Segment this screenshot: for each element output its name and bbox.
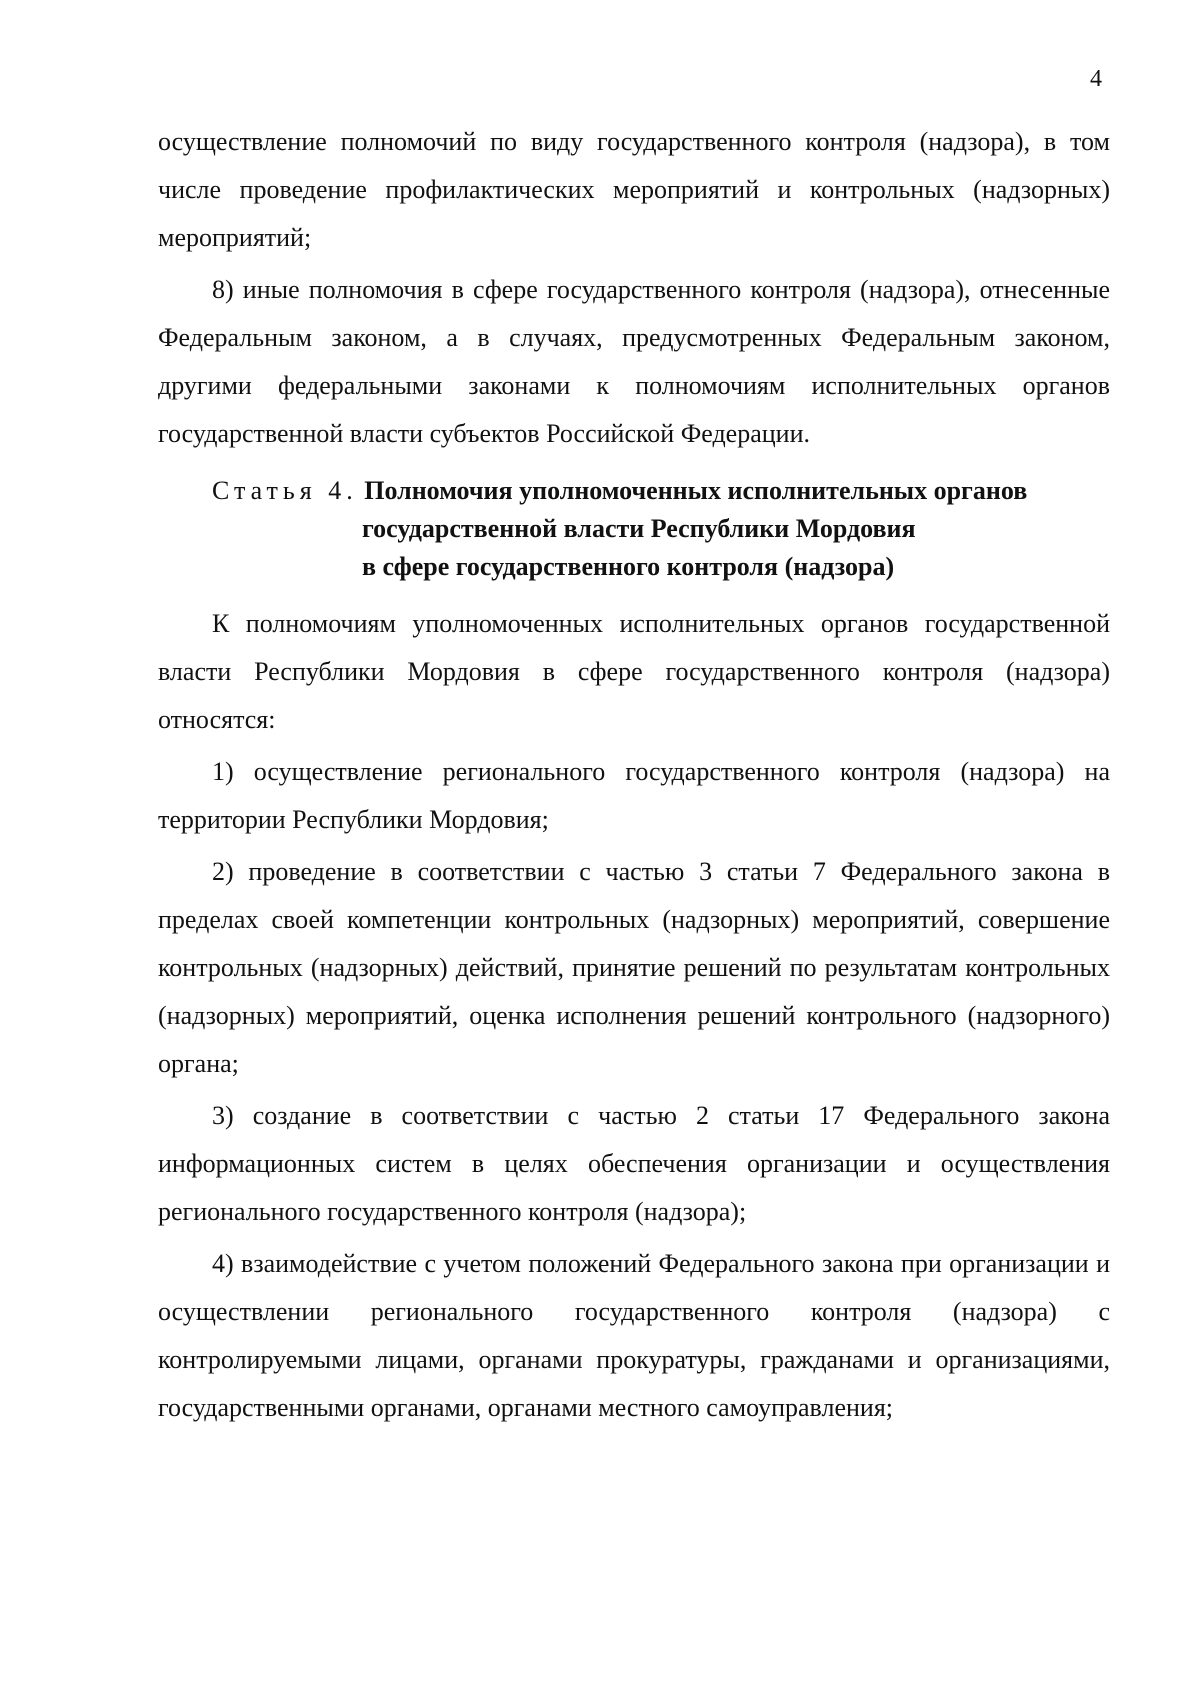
article-title-line3: в сфере государственного контроля (надзора) [362,552,895,581]
paragraph-item-2: 2) проведение в соответствии с частью 3 статьи 7 Федерального закона в пределах своей компетенции контрольных (надзорных) мероприятий, совершение контрольных (надзорных) действий, принятие решений по результатам контрольных (надзорных) мероприятий, оценка исполнения решений контрольного (надзорного) органа; [158,857,1110,1078]
paragraph-item-4: 4) взаимодействие с учетом положений Федерального закона при организации и осуществлении регионального государственного контроля (надзора) с контролируемыми лицами, органами прокуратуры, гражданами и организациями, государственными органами, органами местного самоуправления; [158,1249,1110,1422]
paragraph-item-1: 1) осуществление регионального государственного контроля (надзора) на территории Республики Мордовия; [158,757,1110,834]
article-title-line2: государственной власти Республики Мордовия [362,514,916,543]
paragraph-continuation: осуществление полномочий по виду государственного контроля (надзора), в том числе проведение профилактических мероприятий и контрольных (надзорных) мероприятий; [158,127,1110,252]
paragraph-intro: К полномочиям уполномоченных исполнительных органов государственной власти Республики Мордовия в сфере государственного контроля (надзора) относятся: [158,609,1110,734]
article-label: Статья 4. [212,476,358,505]
article-heading [158,472,1110,586]
document-body [158,118,1110,1432]
paragraph-item-8: 8) иные полномочия в сфере государственного контроля (надзора), отнесенные Федеральным законом, а в случаях, предусмотренных Федеральным законом, другими федеральными законами к полномочиям исполнительных органов государственной власти субъектов Российской Федерации. [158,275,1110,448]
article-title-line1: Полномочия уполномоченных исполнительных органов [364,476,1028,505]
paragraph-item-3: 3) создание в соответствии с частью 2 статьи 17 Федерального закона информационных систем в целях обеспечения организации и осуществления регионального государственного контроля (надзора); [158,1101,1110,1226]
page-number: 4 [1090,66,1102,92]
